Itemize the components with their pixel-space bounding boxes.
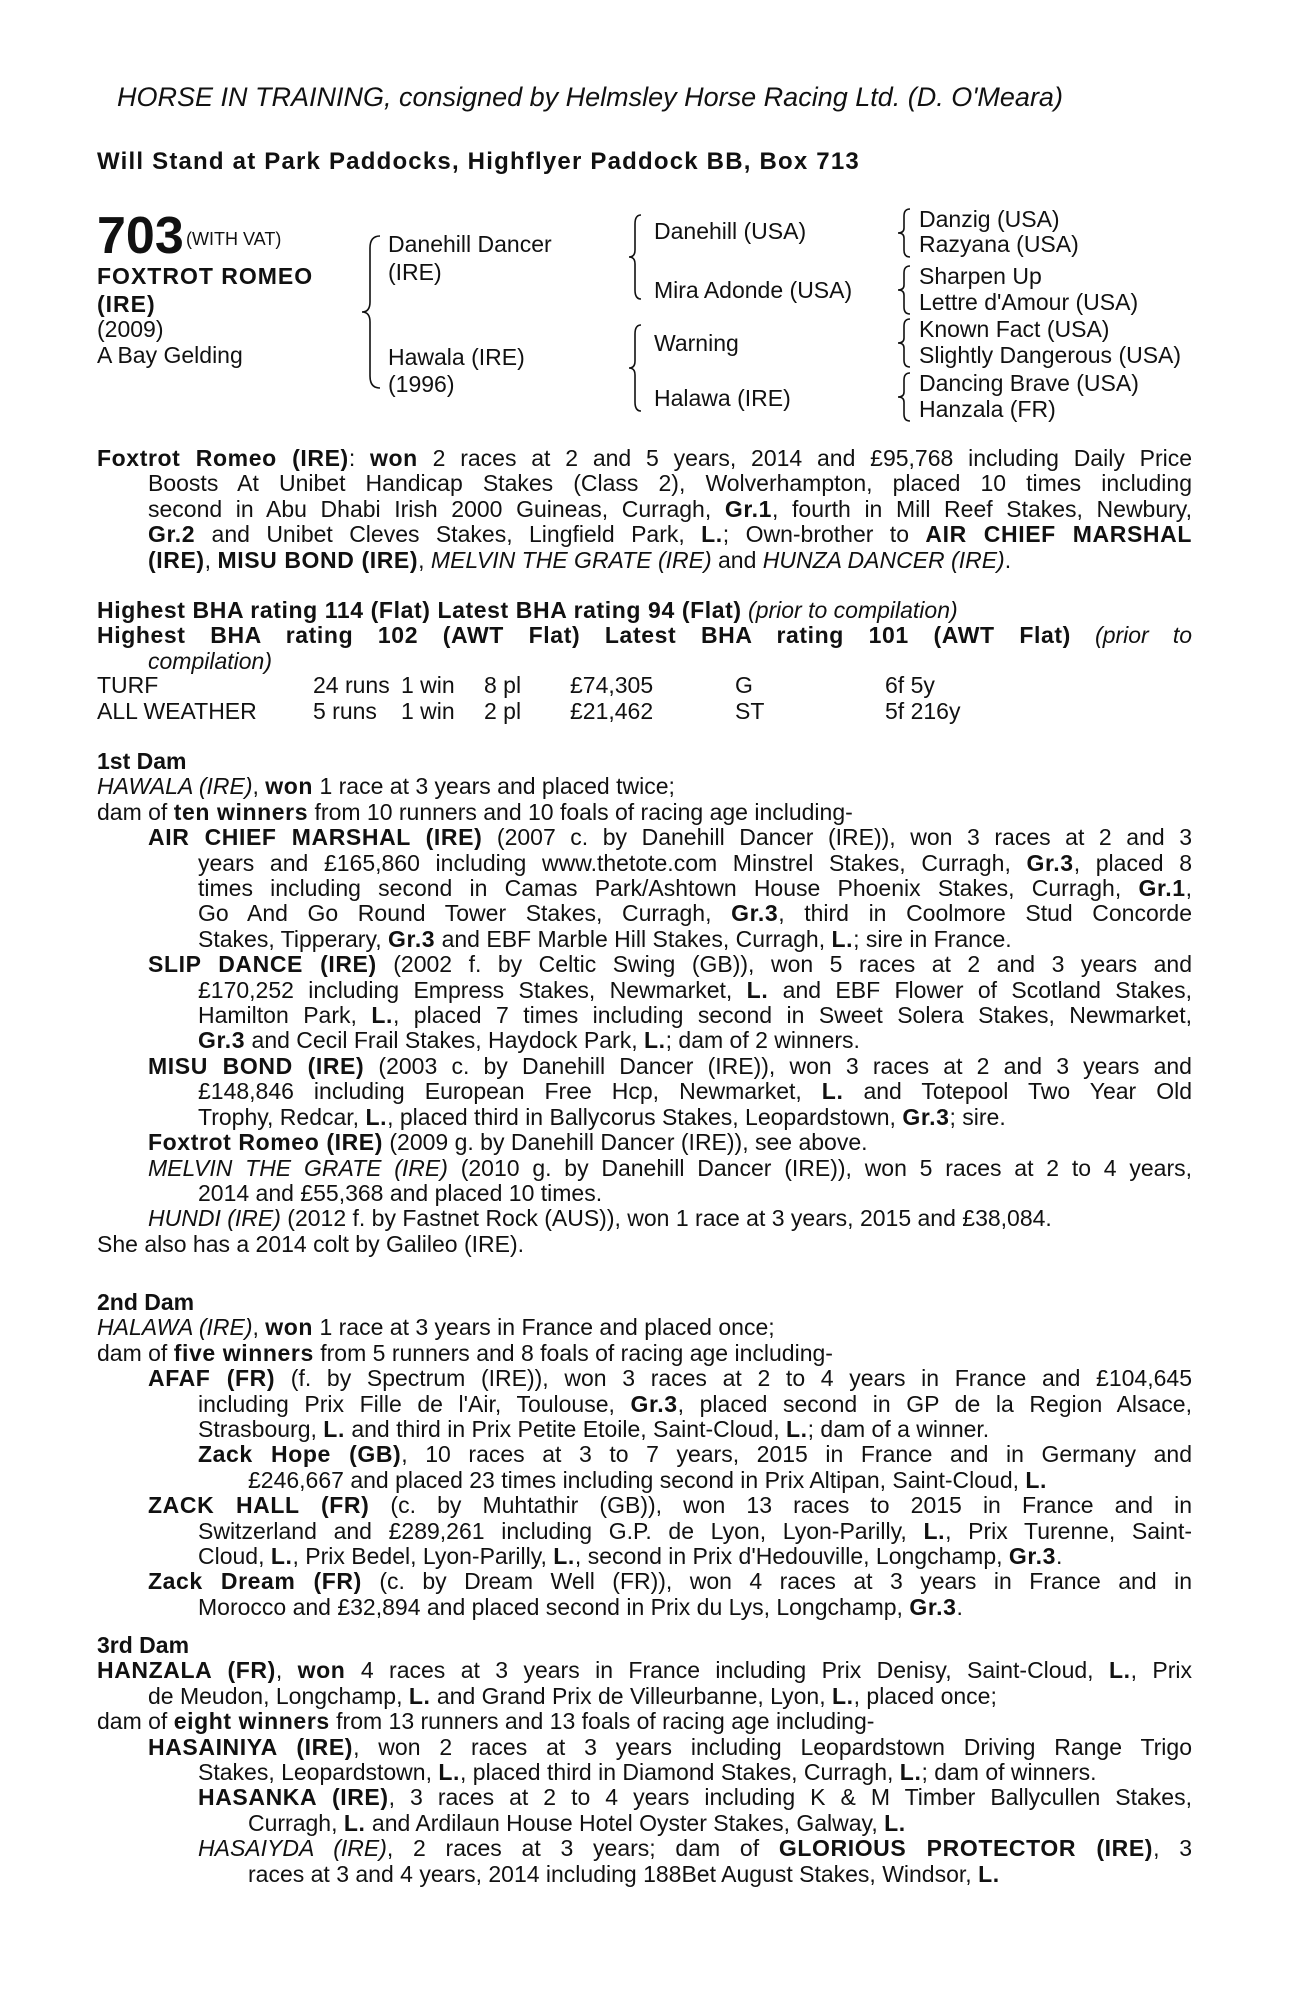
pedigree-bracket-main: [360, 232, 390, 392]
progeny-name: HASAINIYA (IRE): [148, 1733, 354, 1760]
text: , Prix Turenne, Saint-: [945, 1517, 1193, 1544]
text: ; Own-brother to: [722, 521, 926, 548]
lot-number: 703: [97, 207, 184, 265]
section-heading: 2nd Dam: [97, 1289, 195, 1315]
second-dam-section: [97, 1290, 1192, 1620]
first-dam-section: [97, 749, 1192, 1257]
text: from 5 runners and 8 foals of racing age including-: [313, 1339, 833, 1366]
text: and Ardilaun House Hotel Oyster Stakes, Galway,: [365, 1809, 885, 1836]
text: , 3: [1153, 1835, 1193, 1862]
text: de Meudon, Longchamp,: [148, 1682, 409, 1709]
text: Go And Go Round Tower Stakes, Curragh,: [198, 900, 732, 927]
sibling-name: (IRE): [148, 546, 205, 573]
grade: Gr.3: [909, 1593, 957, 1620]
sire-sire: Danehill (USA): [654, 218, 807, 244]
text: ; sire.: [949, 1103, 1006, 1130]
text: (c. by Dream Well (FR)), won 4 races at 3 years in France and in: [361, 1568, 1192, 1595]
horse-description: A Bay Gelding: [97, 342, 243, 368]
text: and Cecil Frail Stakes, Haydock Park,: [245, 1027, 644, 1054]
progeny-name: GLORIOUS PROTECTOR (IRE): [778, 1835, 1154, 1862]
text: , third in Coolmore Stud Concorde: [778, 900, 1193, 927]
listed: L.: [371, 1002, 393, 1029]
grade: Gr.3: [198, 1027, 246, 1054]
pedigree-bracket-ss: [896, 206, 916, 260]
record-surface: TURF: [97, 672, 159, 698]
stand-location: Will Stand at Park Paddocks, Highflyer Paddock BB, Box 713: [97, 148, 860, 175]
race-summary: [97, 446, 1192, 573]
listed: L.: [1108, 1657, 1131, 1684]
rating-note: (prior to compilation): [741, 597, 958, 623]
text: Trophy, Redcar,: [198, 1103, 366, 1130]
grade: Gr.3: [388, 925, 436, 952]
text: , Prix Bedel, Lyon-Parilly,: [292, 1543, 554, 1570]
vat-note: (WITH VAT): [186, 229, 282, 249]
text: She also has a 2014 colt by Galileo (IRE).: [97, 1230, 525, 1257]
listed: L.: [343, 1809, 366, 1836]
listed: L.: [323, 1416, 345, 1443]
text: ; dam of winners.: [921, 1759, 1097, 1786]
text: , placed 7 times including second in Sweet Solera Stakes, Newmarket,: [392, 1002, 1192, 1029]
pedigree-bracket-dam: [627, 322, 649, 414]
rating-note: compilation): [148, 647, 272, 674]
listed: L.: [643, 1027, 666, 1054]
ratings: [97, 598, 1192, 674]
text: and Totepool Two Year Old: [843, 1078, 1193, 1105]
dam-sire: Warning: [654, 330, 739, 356]
text: ,: [252, 1314, 266, 1341]
dam-year: (1996): [388, 371, 455, 397]
text: from 13 runners and 13 foals of racing age including-: [329, 1708, 875, 1735]
pedigree-bracket-ds: [896, 316, 916, 370]
sire-dam: Mira Adonde (USA): [654, 277, 853, 303]
listed: L.: [821, 1078, 844, 1105]
text: £148,846 including European Free Hcp, Newmarket,: [198, 1078, 822, 1105]
grade: Gr.3: [1008, 1543, 1057, 1570]
won-label: won: [297, 1657, 346, 1684]
text: and EBF Marble Hill Stakes, Curragh,: [435, 925, 832, 952]
text: including Prix Fille de l'Air, Toulouse,: [198, 1390, 631, 1417]
grade: Gr.1: [724, 495, 773, 522]
text: dam of: [97, 798, 174, 825]
dam-name: HAWALA (IRE): [97, 773, 253, 800]
progeny-name: ZACK HALL (FR): [148, 1492, 370, 1519]
progeny-name: Zack Dream (FR): [148, 1568, 362, 1595]
text: ; dam of a winner.: [807, 1416, 990, 1443]
sibling-name: HUNZA DANCER (IRE): [762, 546, 1005, 573]
progeny-name: MELVIN THE GRATE (IRE): [148, 1154, 448, 1181]
text: ,: [252, 773, 266, 800]
record-prize: £21,462: [570, 698, 654, 724]
text: races at 3 and 4 years, 2014 including 188Bet August Stakes, Windsor,: [248, 1860, 979, 1887]
record-surface: ALL WEATHER: [97, 698, 257, 724]
grade: Gr.3: [630, 1390, 678, 1417]
progeny-name: Zack Hope (GB): [198, 1441, 402, 1468]
progeny-name: MISU BOND (IRE): [148, 1052, 365, 1079]
listed: L.: [1025, 1466, 1048, 1493]
listed: L.: [978, 1860, 1000, 1887]
grade: Gr.2: [148, 521, 196, 548]
text: and Unibet Cleves Stakes, Lingfield Park,: [195, 521, 702, 548]
grade: Gr.3: [731, 900, 779, 927]
progeny-name: HASANKA (IRE): [198, 1784, 389, 1811]
sire-country: (IRE): [388, 259, 442, 285]
text: (2010 g. by Danehill Dancer (IRE)), won 5 races at 2 to 4 years,: [447, 1154, 1193, 1181]
text: (2003 c. by Danehill Dancer (IRE)), won 3 races at 2 and 3 years and: [364, 1052, 1192, 1079]
text: (2012 f. by Fastnet Rock (AUS)), won 1 race at 3 years, 2015 and £38,084.: [280, 1205, 1052, 1232]
listed: L.: [831, 1682, 854, 1709]
record-wins: 1 win: [401, 698, 455, 724]
sire-sire-dam: Razyana (USA): [919, 231, 1079, 257]
record-placed: 8 pl: [484, 672, 522, 698]
listed: L.: [438, 1759, 461, 1786]
rating-note: (prior to: [1070, 622, 1192, 649]
text: Morocco and £32,894 and placed second in Prix du Lys, Longchamp,: [198, 1593, 910, 1620]
sibling-name: AIR CHIEF MARSHAL: [925, 521, 1192, 548]
progeny-name: HUNDI (IRE): [148, 1205, 281, 1232]
listed: L.: [365, 1103, 388, 1130]
text: ,: [204, 546, 218, 573]
text: second in Abu Dhabi Irish 2000 Guineas, Curragh,: [148, 495, 725, 522]
text: 1 race at 3 years in France and placed once;: [313, 1314, 775, 1341]
listed: L.: [270, 1543, 293, 1570]
text: (f. by Spectrum (IRE)), won 3 races at 2 to 4 years in France and £104,645: [275, 1365, 1192, 1392]
text: .: [1004, 546, 1012, 573]
text: , Prix: [1130, 1657, 1192, 1684]
sibling-name: MISU BOND (IRE): [217, 546, 419, 573]
text: ,: [418, 546, 431, 573]
text: dam of: [97, 1708, 174, 1735]
text: and Grand Prix de Villeurbanne, Lyon,: [430, 1682, 832, 1709]
record-prize: £74,305: [570, 672, 654, 698]
dam-name: Hawala (IRE): [388, 344, 525, 370]
text: ; sire in France.: [853, 925, 1012, 952]
won-label: won: [265, 773, 314, 800]
sire-dam-sire: Sharpen Up: [919, 263, 1042, 289]
text: dam of: [97, 1339, 174, 1366]
text: Curragh,: [248, 1809, 344, 1836]
text: , 3 races at 2 to 4 years including K & M Timber Ballycullen Stakes,: [388, 1784, 1192, 1811]
text: (2002 f. by Celtic Swing (GB)), won 5 races at 2 and 3 years and: [376, 951, 1192, 978]
text: , placed second in GP de la Region Alsace,: [677, 1390, 1192, 1417]
text: 1 race at 3 years and placed twice;: [313, 773, 675, 800]
third-dam-section: [97, 1633, 1192, 1887]
pedigree-bracket-sd: [896, 263, 916, 317]
horse-name: [97, 262, 357, 318]
text: , placed third in Ballycorus Stakes, Leopardstown,: [387, 1103, 903, 1130]
text: £170,252 including Empress Stakes, Newmarket,: [198, 976, 747, 1003]
record-distance: 5f 216y: [885, 698, 961, 724]
text: .: [956, 1593, 963, 1620]
listed: L.: [746, 976, 769, 1003]
progeny-name: AFAF (FR): [148, 1365, 276, 1392]
record-distance: 6f 5y: [885, 672, 935, 698]
progeny-name: Foxtrot Romeo (IRE): [148, 1129, 383, 1156]
text: , placed once;: [853, 1682, 997, 1709]
record-wins: 1 win: [401, 672, 455, 698]
text: from 10 runners and 10 foals of racing age including-: [308, 798, 853, 825]
text: and EBF Flower of Scotland Stakes,: [768, 976, 1192, 1003]
progeny-name: AIR CHIEF MARSHAL (IRE): [148, 824, 483, 851]
pedigree-bracket-dd: [896, 370, 916, 424]
progeny-name: SLIP DANCE (IRE): [148, 951, 377, 978]
summary-line: Boosts At Unibet Handicap Stakes (Class 2), Wolverhampton, placed 10 times including: [148, 470, 1192, 497]
grade: Gr.3: [1026, 849, 1074, 876]
text: Cloud,: [198, 1543, 271, 1570]
listed: L.: [786, 1416, 808, 1443]
horse-name-bold: Foxtrot Romeo (IRE): [97, 445, 349, 471]
record-runs: 5 runs: [313, 698, 377, 724]
record-going: G: [735, 672, 753, 698]
text: ; dam of 2 winners.: [665, 1027, 860, 1054]
winners-count: five winners: [173, 1339, 314, 1366]
rating-awt: Highest BHA rating 102 (AWT Flat) Latest BHA rating 101 (AWT Flat): [97, 622, 1071, 649]
sire-sire-sire: Danzig (USA): [919, 206, 1060, 232]
text: Hamilton Park,: [198, 1002, 372, 1029]
text: (2009 g. by Danehill Dancer (IRE)), see above.: [383, 1129, 868, 1156]
pedigree-bracket-sire: [627, 212, 649, 302]
sire-name: Danehill Dancer: [388, 231, 552, 257]
text: Switzerland and £289,261 including G.P. de Lyon, Lyon-Parilly,: [198, 1517, 924, 1544]
text: (c. by Muhtathir (GB)), won 13 races to 2015 in France and in: [369, 1492, 1192, 1519]
text: times including second in Camas Park/Ashtown House Phoenix Stakes, Curragh,: [198, 875, 1139, 902]
catalogue-header: HORSE IN TRAINING, consigned by Helmsley Horse Racing Ltd. (D. O'Meara): [117, 82, 1063, 112]
listed: L.: [899, 1759, 922, 1786]
horse-name-line2: (IRE): [97, 291, 156, 317]
winners-count: ten winners: [173, 798, 309, 825]
listed: L.: [884, 1809, 906, 1836]
text: , placed third in Diamond Stakes, Curragh,: [460, 1759, 900, 1786]
listed: L.: [408, 1682, 431, 1709]
sire-dam-dam: Lettre d'Amour (USA): [919, 289, 1139, 315]
dam-dam-sire: Dancing Brave (USA): [919, 370, 1139, 396]
text: , 2 races at 3 years; dam of: [386, 1835, 779, 1862]
text: , won 2 races at 3 years including Leopardstown Driving Range Trigo: [353, 1733, 1192, 1760]
listed: L.: [831, 925, 854, 952]
text: ,: [1185, 875, 1192, 902]
text: , 10 races at 3 to 7 years, 2015 in France and in Germany and: [401, 1441, 1192, 1468]
rating-flat: Highest BHA rating 114 (Flat) Latest BHA rating 94 (Flat): [97, 597, 742, 623]
section-heading: 1st Dam: [97, 748, 187, 774]
record-placed: 2 pl: [484, 698, 522, 724]
text: Stakes, Tipperary,: [198, 925, 389, 952]
dam-dam: Halawa (IRE): [654, 385, 791, 411]
dam-sire-dam: Slightly Dangerous (USA): [919, 342, 1182, 368]
winners-count: eight winners: [173, 1708, 330, 1735]
text: and: [711, 546, 763, 573]
text: , second in Prix d'Hedouville, Longchamp,: [574, 1543, 1009, 1570]
listed: L.: [923, 1517, 946, 1544]
text: 2 races at 2 and 5 years, 2014 and £95,768 including Daily Price: [417, 445, 1193, 471]
text: Strasbourg,: [198, 1416, 324, 1443]
dam-sire-sire: Known Fact (USA): [919, 316, 1110, 342]
record-runs: 24 runs: [313, 672, 390, 698]
horse-name-line1: FOXTROT ROMEO: [97, 263, 314, 289]
text: 4 races at 3 years in France including Prix Denisy, Saint-Cloud,: [345, 1657, 1109, 1684]
text: .: [1056, 1543, 1063, 1570]
dam-name: HANZALA (FR): [97, 1657, 276, 1684]
record-going: ST: [735, 698, 765, 724]
dam-name: HALAWA (IRE): [97, 1314, 253, 1341]
sibling-name: MELVIN THE GRATE (IRE): [430, 546, 712, 573]
dam-dam-dam: Hanzala (FR): [919, 396, 1056, 422]
won-label: won: [370, 445, 418, 471]
text: 2014 and £55,368 and placed 10 times.: [198, 1179, 603, 1206]
text: ,: [275, 1657, 298, 1684]
grade: Gr.3: [902, 1103, 950, 1130]
listed: L.: [701, 521, 723, 548]
section-heading: 3rd Dam: [97, 1632, 190, 1658]
text: years and £165,860 including www.thetote.com Minstrel Stakes, Curragh,: [198, 849, 1027, 876]
text: (2007 c. by Danehill Dancer (IRE)), won 3 races at 2 and 3: [482, 824, 1193, 851]
listed: L.: [553, 1543, 575, 1570]
text: and third in Prix Petite Etoile, Saint-Cloud,: [344, 1416, 786, 1443]
text: , fourth in Mill Reef Stakes, Newbury,: [772, 495, 1192, 522]
grade: Gr.1: [1138, 875, 1186, 902]
text: £246,667 and placed 23 times including second in Prix Altipan, Saint-Cloud,: [248, 1466, 1026, 1493]
won-label: won: [265, 1314, 314, 1341]
foaling-year: (2009): [97, 316, 164, 342]
text: Stakes, Leopardstown,: [198, 1759, 439, 1786]
text: :: [348, 445, 371, 471]
progeny-name: HASAIYDA (IRE): [198, 1835, 387, 1862]
text: , placed 8: [1073, 849, 1192, 876]
